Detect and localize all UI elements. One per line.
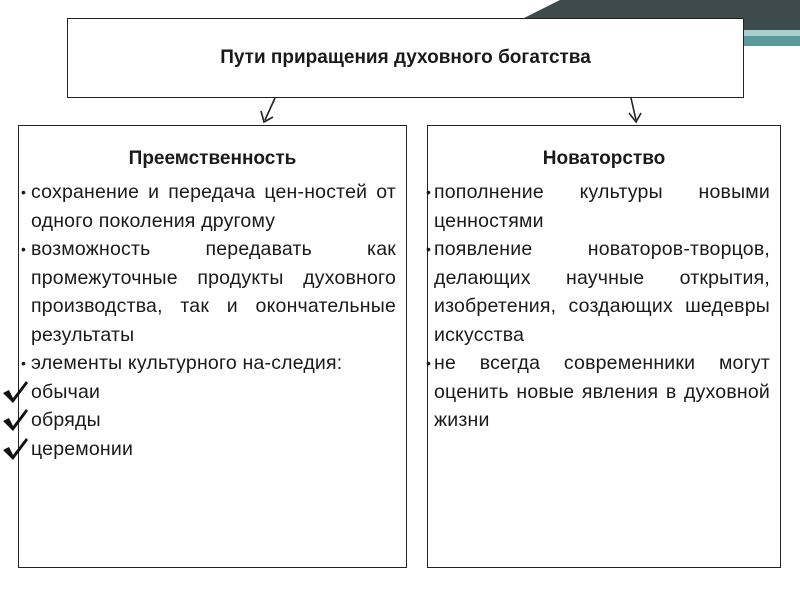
list-item: • сохранение и передача цен-ностей от одного поколения другому: [19, 178, 406, 235]
check-item: [19, 406, 406, 435]
innovation-box: [427, 125, 781, 568]
check-label: обряды: [31, 409, 101, 431]
continuity-heading: Преемственность: [128, 148, 297, 169]
check-label: церемонии: [31, 437, 134, 460]
list-item: • элементы культурного на-следия:: [19, 349, 406, 378]
list-item: • появление новаторов-творцов, делающих научные открытия, изобретения, создающих шедевры искусства: [428, 235, 780, 349]
continuity-box: [18, 125, 407, 568]
arrow-right: [620, 96, 650, 126]
innovation-list: [428, 178, 780, 435]
list-item: • не всегда современники могут оценить новые явления в духовной жизни: [428, 349, 780, 435]
check-label: обычаи: [31, 380, 101, 403]
list-item: • пополнение культуры новыми ценностями: [428, 178, 780, 235]
checkmark-icon: [1, 379, 29, 405]
check-item: [19, 435, 406, 464]
innovation-heading: Новаторство: [542, 148, 666, 169]
checkmark-icon: [1, 436, 29, 462]
checkmark-icon: [1, 407, 29, 433]
arrow-left: [255, 96, 285, 126]
diagram-title: Пути приращения духовного богатства: [220, 47, 591, 68]
continuity-list: [19, 178, 406, 463]
check-item: [19, 378, 406, 407]
list-item: • возможность передавать как промежуточные продукты духовного производства, так и окончательные результаты: [19, 235, 406, 349]
title-box: [67, 18, 744, 98]
